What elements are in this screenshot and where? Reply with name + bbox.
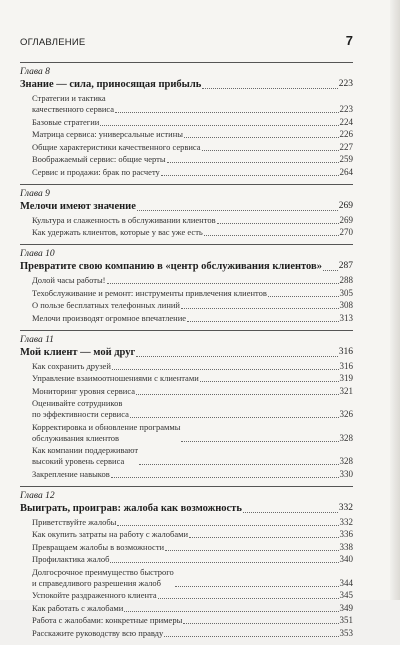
section-entry	[32, 422, 353, 444]
section-entry-page: 313	[339, 312, 353, 323]
dot-leader	[200, 381, 339, 382]
chapter-block	[20, 184, 353, 239]
section-entry-title: Управление взаимоотношениями с клиентами	[32, 373, 199, 383]
section-entry	[32, 142, 353, 153]
section-entry-title: Сервис и продажи: брак по расчету	[32, 166, 160, 177]
dot-leader	[136, 394, 339, 395]
section-entry-page: 328	[339, 432, 353, 443]
page-number: 7	[345, 33, 353, 48]
section-entry	[32, 275, 353, 286]
dot-leader	[107, 283, 339, 284]
section-entry-title: Как удержать клиентов, которые у вас уже есть	[32, 227, 203, 237]
section-entry	[32, 517, 353, 528]
section-entry-title: Культура и слаженность в обслуживании клиентов	[32, 214, 216, 225]
section-entry-page: 353	[339, 627, 353, 638]
section-entry	[32, 288, 353, 299]
chapter-entry-title: Мой клиент — мой друг	[20, 346, 136, 358]
table-of-contents	[20, 62, 353, 645]
section-entry	[32, 117, 353, 128]
chapter-entry	[20, 502, 353, 515]
dot-leader	[110, 562, 338, 563]
section-entry-title: Превращаем жалобы в возможности	[32, 541, 165, 552]
section-entry-page: 288	[339, 275, 353, 285]
section-entry-title: Мелочи производят огромное впечатление	[32, 312, 187, 323]
section-entry-page: 259	[339, 154, 353, 164]
section-entry-page: 224	[339, 116, 353, 127]
section-entry	[32, 542, 353, 553]
chapter-entry	[20, 200, 353, 213]
section-entry-title: Расскажите руководству всю правду	[32, 627, 164, 638]
chapter-label: Глава 9	[20, 188, 50, 199]
section-entry	[32, 590, 353, 601]
dot-leader	[202, 88, 337, 89]
dot-leader	[181, 308, 339, 309]
section-entry-title: Воображаемый сервис: общие черты	[32, 154, 166, 164]
section-entry-page: 349	[339, 602, 353, 613]
chapter-entry	[20, 346, 353, 359]
dot-leader	[112, 369, 339, 370]
section-entry-title: Приветствуйте жалобы	[32, 516, 117, 527]
section-entry-title: Техобслуживание и ремонт: инструменты привлечения клиентов	[32, 287, 267, 298]
dot-leader	[268, 296, 339, 297]
section-entry	[32, 628, 353, 639]
section-entry-title: Успокойте раздраженного клиента	[32, 590, 157, 600]
chapter-label: Глава 8	[20, 67, 50, 77]
chapter-entry-title: Мелочи имеют значение	[20, 200, 136, 212]
section-entry-page: 336	[339, 529, 353, 539]
section-entry-page: 330	[339, 468, 353, 479]
section-entry	[32, 93, 353, 115]
dot-leader	[183, 623, 338, 624]
page-edge-shadow	[390, 0, 400, 600]
section-entry-title: Мониторинг уровня сервиса	[32, 385, 135, 396]
section-entry	[32, 215, 353, 226]
dot-leader	[111, 477, 339, 478]
dot-leader	[136, 356, 337, 357]
chapter-block	[20, 330, 353, 480]
dot-leader	[184, 137, 339, 138]
section-entry-page: 319	[339, 373, 353, 383]
dot-leader	[124, 611, 338, 612]
section-entry-page: 344	[339, 577, 353, 588]
section-entry-title: Закрепление навыков	[32, 468, 110, 479]
dot-leader	[100, 125, 338, 126]
dot-leader	[158, 598, 339, 599]
dot-leader	[204, 235, 339, 236]
dot-leader	[217, 223, 339, 224]
section-entry-page: 264	[339, 166, 353, 177]
section-entry-title: Профилактика жалоб	[32, 554, 110, 564]
section-entry-title: Оценивайте сотрудников по эффективности сервиса	[32, 398, 129, 419]
section-entry-page: 338	[339, 541, 353, 552]
section-entry-page: 308	[339, 300, 353, 310]
dot-leader	[165, 550, 338, 551]
dot-leader	[161, 175, 339, 176]
chapter-block	[20, 244, 353, 324]
chapter-block	[20, 486, 353, 639]
dot-leader	[202, 150, 339, 151]
dot-leader	[115, 112, 338, 113]
dot-leader	[137, 210, 338, 211]
chapter-label: Глава 10	[20, 249, 55, 259]
running-header	[20, 33, 353, 48]
section-entry	[32, 129, 353, 140]
chapter-entry-title: Знание — сила, приносящая прибыль	[20, 79, 202, 90]
section-entry-title: Как сохранить друзей	[32, 360, 111, 371]
chapter-label: Глава 12	[20, 490, 55, 501]
chapter-block	[20, 62, 353, 178]
section-entry-page: 328	[339, 456, 353, 466]
section-entry-page: 226	[339, 129, 353, 139]
dot-leader	[243, 512, 338, 513]
section-entry	[32, 313, 353, 324]
chapter-label: Глава 11	[20, 334, 54, 345]
section-entry-title: Как окупить затраты на работу с жалобами	[32, 529, 189, 539]
section-entry-title: Матрица сервиса: универсальные истины	[32, 129, 183, 139]
chapter-entry	[20, 260, 353, 273]
section-entry	[32, 567, 353, 589]
section-entry	[32, 361, 353, 372]
dot-leader	[175, 586, 339, 587]
section-entry	[32, 603, 353, 614]
section-entry-page: 305	[339, 287, 353, 298]
section-entry	[32, 554, 353, 565]
section-entry-page: 340	[339, 554, 353, 564]
chapter-entry-page: 269	[338, 200, 353, 211]
chapter-entry-page: 223	[338, 79, 353, 89]
section-entry	[32, 469, 353, 480]
section-entry-page: 316	[339, 360, 353, 371]
section-entry-title: Стратегии и тактика качественного сервиса	[32, 93, 115, 114]
dot-leader	[167, 162, 339, 163]
dot-leader	[187, 321, 338, 322]
dot-leader	[117, 525, 338, 526]
section-entry-page: 227	[339, 141, 353, 152]
dot-leader	[189, 537, 338, 538]
section-entry-title: О пользе бесплатных телефонных линий	[32, 300, 180, 310]
chapter-entry-page: 316	[338, 346, 353, 357]
section-entry-title: Долой часы работы!	[32, 275, 106, 285]
section-entry-title: Корректировка и обновление программы обслуживания клиентов	[32, 421, 181, 443]
section-entry	[32, 300, 353, 311]
section-entry-page: 223	[339, 104, 353, 114]
chapter-entry	[20, 78, 353, 91]
dot-leader	[164, 636, 338, 637]
section-entry-title: Общие характеристики качественного сервиса	[32, 141, 201, 152]
dot-leader	[130, 417, 339, 418]
section-entry-page: 269	[339, 214, 353, 225]
section-entry	[32, 529, 353, 540]
section-entry	[32, 615, 353, 626]
running-title: ОГЛАВЛЕНИЕ	[20, 37, 86, 48]
section-entry-page: 351	[339, 615, 353, 625]
section-entry	[32, 386, 353, 397]
chapter-entry-title: Превратите свою компанию в «центр обслуживания клиентов»	[20, 261, 322, 272]
chapter-entry-page: 287	[338, 261, 353, 271]
section-entry-title: Как компании поддерживают высокий уровень сервиса	[32, 445, 139, 466]
section-entry-title: Долгосрочное преимущество быстрого и справедливого разрешения жалоб	[32, 566, 174, 588]
section-entry	[32, 445, 353, 467]
chapter-entry-page: 332	[338, 502, 353, 513]
section-entry-title: Базовые стратегии	[32, 116, 100, 127]
section-entry-title: Как работать с жалобами	[32, 602, 124, 613]
dot-leader	[323, 270, 338, 271]
section-entry-page: 332	[339, 516, 353, 527]
chapter-entry-title: Выиграть, проиграв: жалоба как возможность	[20, 502, 242, 514]
section-entry	[32, 154, 353, 165]
dot-leader	[181, 441, 338, 442]
section-entry-page: 270	[339, 227, 353, 237]
section-entry	[32, 373, 353, 384]
section-entry-page: 321	[339, 385, 353, 396]
dot-leader	[139, 464, 338, 465]
section-entry-page: 345	[339, 590, 353, 600]
section-entry	[32, 398, 353, 420]
section-entry	[32, 167, 353, 178]
section-entry	[32, 227, 353, 238]
section-entry-page: 326	[339, 409, 353, 419]
section-entry-title: Работа с жалобами: конкретные примеры	[32, 615, 183, 625]
